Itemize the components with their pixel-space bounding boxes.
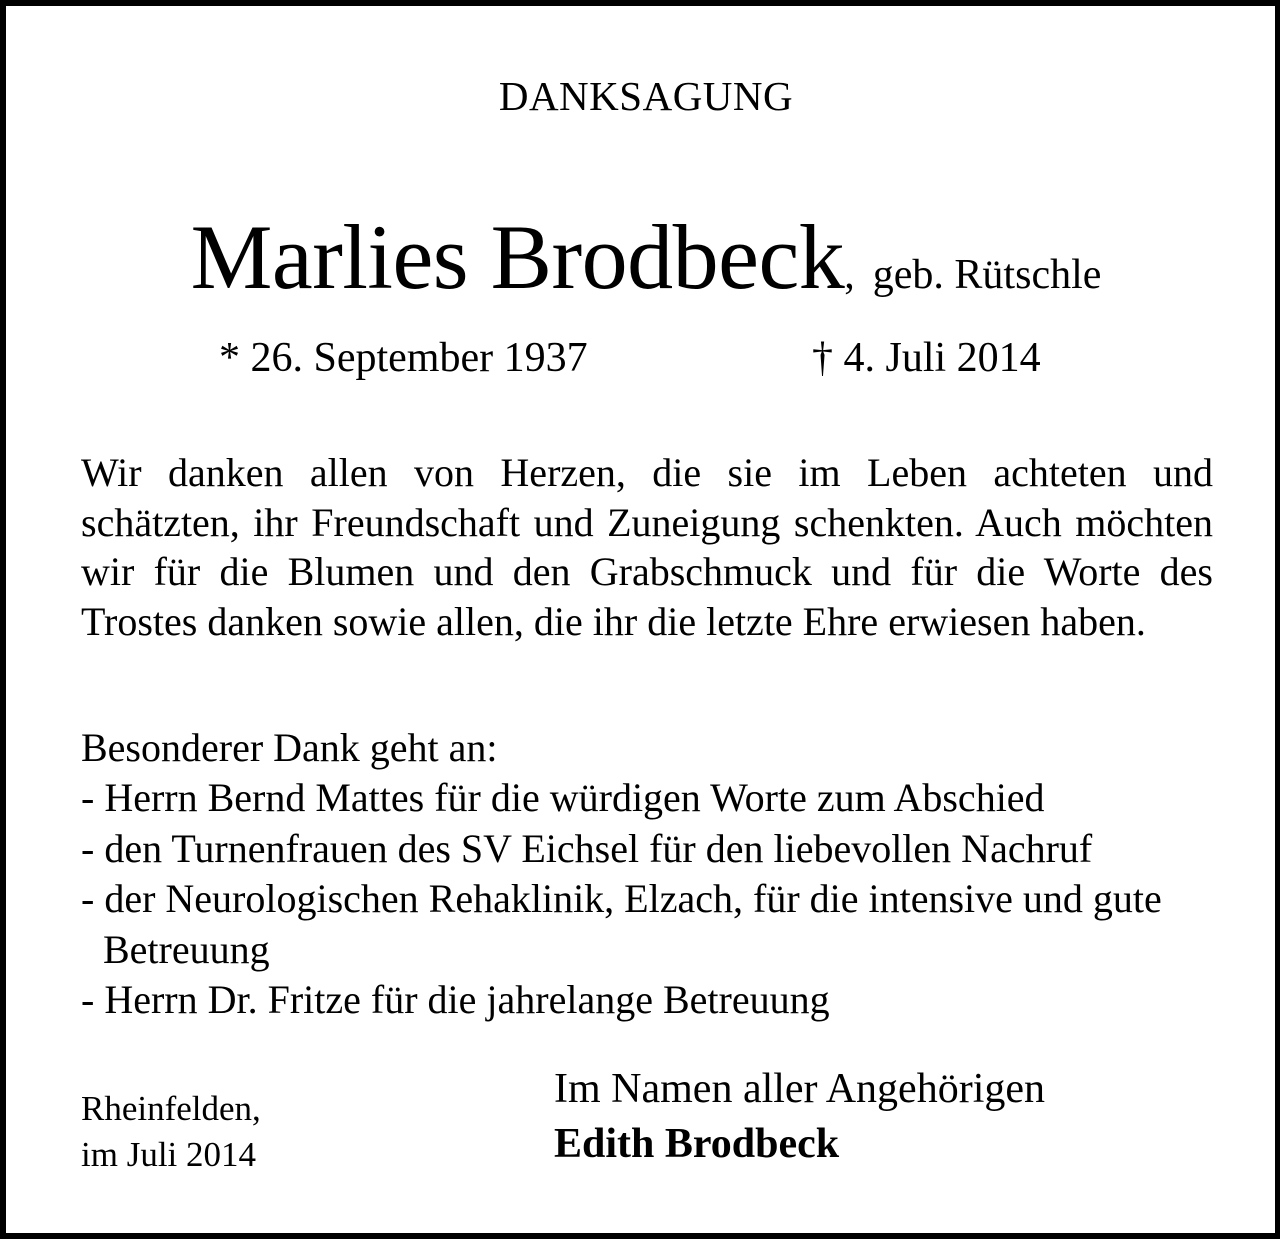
list-item: - Herrn Bernd Mattes für die würdigen Worte zum Abschied <box>81 775 1045 820</box>
special-thanks-intro: Besonderer Dank geht an: <box>81 725 498 770</box>
deceased-name: Marlies Brodbeck <box>190 206 845 308</box>
life-dates <box>6 330 1280 386</box>
special-thanks-list <box>81 773 1231 1026</box>
list-item: - der Neurologischen Rehaklinik, Elzach, für die intensive und gute Betreuung <box>81 876 1162 972</box>
signer-name: Edith Brodbeck <box>554 1121 840 1167</box>
name-line <box>6 202 1280 312</box>
thanks-paragraph: Wir danken allen von Herzen, die sie im Leben achteten und schätzten, ihr Freundschaft und Zuneigung schenkten. Auch möchten wir für die Blumen und den Grabschmuck und für die Worte des Trostes danken sowie allen, die ihr die letzte Ehre erwiesen haben. <box>81 450 1213 644</box>
place-and-date <box>81 1086 261 1178</box>
birth-date: * 26. September 1937 <box>219 335 588 381</box>
list-item: - den Turnenfrauen des SV Eichsel für den liebevollen Nachruf <box>81 825 1093 871</box>
place: Rheinfelden, <box>81 1089 261 1128</box>
list-item: - Herrn Dr. Fritze für die jahrelange Betreuung <box>81 977 830 1022</box>
maiden-name: geb. Rütschle <box>872 252 1102 298</box>
death-date: † 4. Juli 2014 <box>812 335 1041 381</box>
name-comma: , <box>844 252 855 298</box>
date: im Juli 2014 <box>81 1135 257 1174</box>
notice-heading: DANKSAGUNG <box>498 73 794 119</box>
closing-line: Im Namen aller Angehörigen <box>554 1066 1045 1112</box>
signature-block <box>554 1062 1045 1172</box>
